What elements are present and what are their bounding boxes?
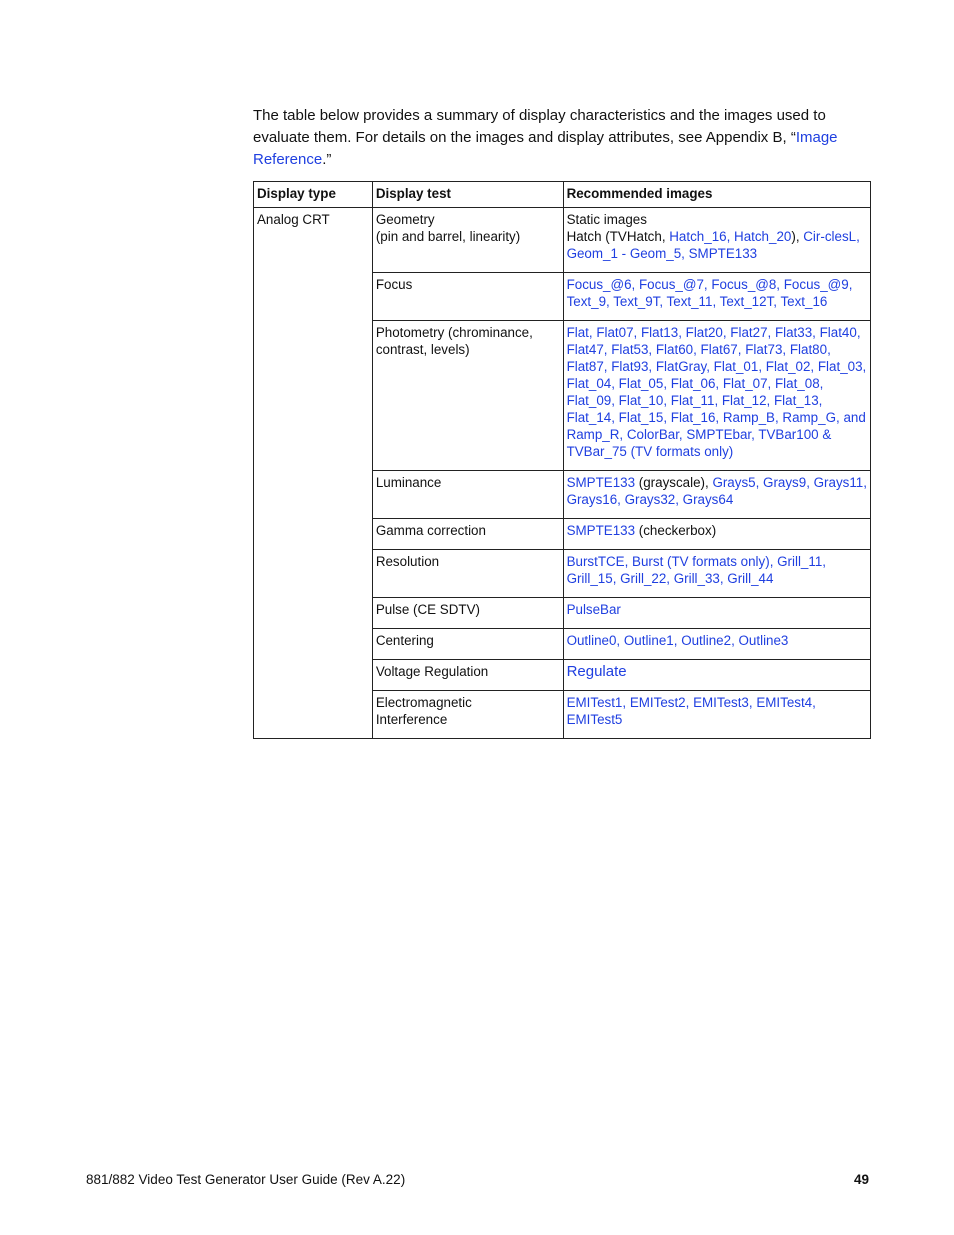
display-test-cell	[372, 629, 563, 660]
image-link[interactable]: Cir-clesL, Geom_1 - Geom_5, SMPTE133	[566, 229, 860, 261]
footer-title: 881/882 Video Test Generator User Guide (Rev A.22)	[86, 1172, 406, 1187]
display-test-text: Geometry	[375, 212, 435, 227]
intro-paragraph	[253, 105, 873, 171]
display-test-text: Luminance	[375, 475, 442, 490]
display-test-cell	[372, 519, 563, 550]
intro-text: The table below provides a summary of display characteristics and the images used to evaluate them. For details on the images and display attributes, see Appendix B, “	[253, 107, 826, 146]
image-link[interactable]: PulseBar	[566, 602, 621, 617]
images-text: Static images	[566, 212, 647, 227]
recommended-images-cell	[563, 691, 870, 739]
recommended-images-cell	[563, 321, 870, 471]
display-test-cell	[372, 321, 563, 471]
display-test-cell	[372, 471, 563, 519]
intro-text-end: .”	[322, 151, 332, 168]
recommended-images-cell	[563, 471, 870, 519]
display-test-cell	[372, 550, 563, 598]
display-type-cell: Analog CRT	[254, 208, 373, 739]
image-link[interactable]: Focus_@6, Focus_@7, Focus_@8, Focus_@9, Text_9, Text_9T, Text_11, Text_12T, Text_16	[566, 277, 853, 309]
table-header-row	[254, 182, 871, 208]
recommended-images-cell	[563, 598, 870, 629]
display-test-text: Interference	[375, 712, 448, 727]
display-test-text: Photometry (chrominance,	[375, 325, 533, 340]
recommended-images-cell	[563, 273, 870, 321]
table-body	[254, 208, 871, 739]
recommended-images-cell	[563, 208, 870, 273]
recommended-images-cell	[563, 660, 870, 691]
header-display-test: Display test	[372, 182, 563, 208]
header-display-type: Display type	[254, 182, 373, 208]
display-test-text: Electromagnetic	[375, 695, 472, 710]
display-test-text: Centering	[375, 633, 434, 648]
image-link[interactable]: SMPTE133	[566, 475, 636, 490]
display-test-cell	[372, 208, 563, 273]
table-row	[254, 208, 871, 273]
display-test-text: Focus	[375, 277, 413, 292]
display-test-cell	[372, 598, 563, 629]
display-characteristics-table	[253, 181, 871, 739]
display-test-cell	[372, 691, 563, 739]
images-text: (grayscale),	[635, 475, 713, 490]
display-test-text: Pulse (CE SDTV)	[375, 602, 480, 617]
display-test-text: contrast, levels)	[375, 342, 470, 357]
page-number: 49	[853, 1172, 869, 1187]
recommended-images-cell	[563, 629, 870, 660]
image-link[interactable]: Regulate	[566, 663, 627, 680]
display-test-cell	[372, 273, 563, 321]
images-text: (checkerbox)	[635, 523, 717, 538]
display-test-text: Resolution	[375, 554, 440, 569]
images-text: ),	[791, 229, 804, 244]
recommended-images-cell	[563, 519, 870, 550]
display-test-text: (pin and barrel, linearity)	[375, 229, 521, 244]
image-link[interactable]: Grays5, Grays9, Grays11, Grays16, Grays32, Grays64	[566, 475, 867, 507]
image-link[interactable]: Flat, Flat07, Flat13, Flat20, Flat27, Flat33, Flat40, Flat47, Flat53, Flat60, Flat67, Flat73, Flat80, Flat87, Flat93, FlatGray, Flat_01, Flat_02, Flat_03, Flat_04, Flat_05, Flat_06, Flat_07, Flat_08, Flat_09, Flat_10, Flat_11, Flat_12, Flat_13, Flat_14, Flat_15, Flat_16, Ramp_B, Ramp_G, and Ramp_R, ColorBar, SMPTEbar, TVBar100 & TVBar_75 (TV formats only)	[566, 325, 867, 459]
image-link[interactable]: Outline0, Outline1, Outline2, Outline3	[566, 633, 789, 648]
images-text: Hatch (TVHatch,	[566, 229, 670, 244]
image-link[interactable]: BurstTCE, Burst (TV formats only), Grill_11, Grill_15, Grill_22, Grill_33, Grill_44	[566, 554, 826, 586]
image-link[interactable]: Hatch_16, Hatch_20	[669, 229, 792, 244]
image-reference-link[interactable]: Image Reference	[253, 129, 838, 168]
image-link[interactable]: EMITest1, EMITest2, EMITest3, EMITest4, EMITest5	[566, 695, 816, 727]
display-test-text: Gamma correction	[375, 523, 486, 538]
recommended-images-cell	[563, 550, 870, 598]
image-link[interactable]: SMPTE133	[566, 523, 636, 538]
header-recommended-images: Recommended images	[563, 182, 870, 208]
display-test-text: Voltage Regulation	[375, 664, 489, 679]
display-test-cell	[372, 660, 563, 691]
